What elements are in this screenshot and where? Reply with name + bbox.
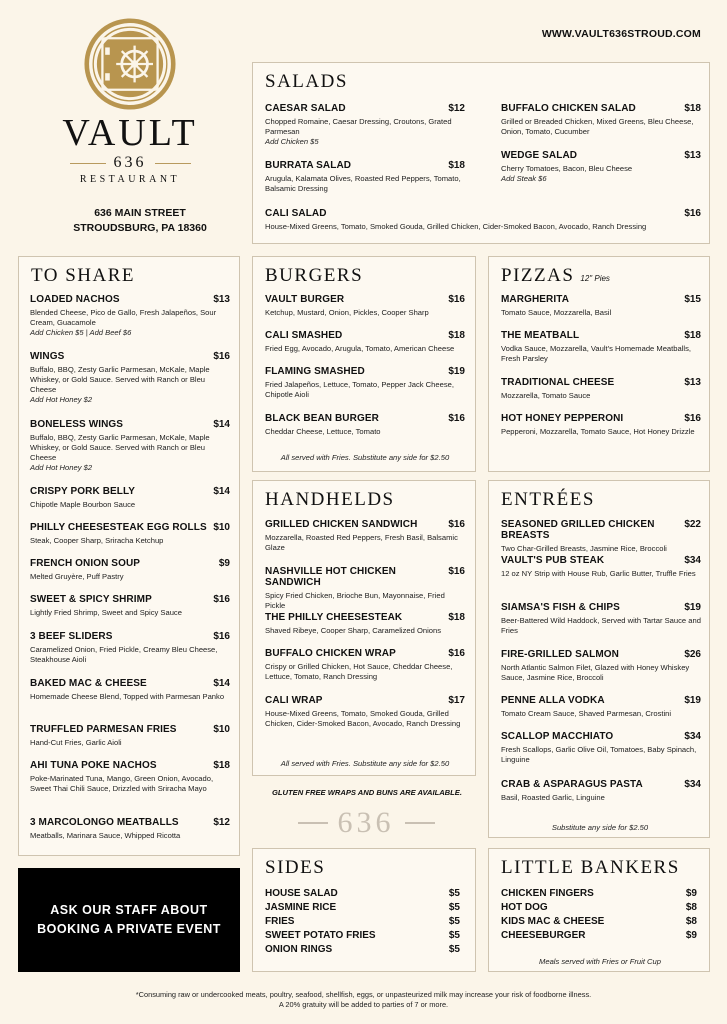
pizzas-title: PIZZAS <box>501 265 575 286</box>
handhelds-note: All served with Fries. Substitute any side for $2.50 <box>280 759 450 768</box>
menu-item: SIAMSA'S FISH & CHIPS $19 Beer-Battered Wild Haddock, Served with Tartar Sauce and Fries <box>501 602 701 635</box>
side-item: SWEET POTATO FRIES $5 <box>265 930 460 941</box>
menu-item: BUFFALO CHICKEN SALAD $18 Grilled or Breaded Chicken, Mixed Greens, Bleu Cheese, Onion, Tomato, Cucumber <box>501 103 701 136</box>
logo-subtitle: RESTAURANT <box>79 174 181 185</box>
sides-panel <box>252 848 476 972</box>
side-item: FRIES $5 <box>265 916 460 927</box>
private-event-line-2: BOOKING A PRIVATE EVENT <box>37 922 221 936</box>
mid-logo-rule-left <box>298 822 328 824</box>
mid-logo-rule-right <box>405 822 435 824</box>
website-link[interactable]: WWW.VAULT636STROUD.COM <box>541 28 701 40</box>
little-bankers-panel <box>488 848 710 972</box>
menu-item: CRISPY PORK BELLY $14 Chipotle Maple Bourbon Sauce <box>30 486 230 509</box>
gluten-free-note: GLUTEN FREE WRAPS AND BUNS ARE AVAILABLE. <box>272 788 462 797</box>
menu-item: FRENCH ONION SOUP $9 Melted Gruyère, Puff Pastry <box>30 558 230 581</box>
private-event-line-1: ASK OUR STAFF ABOUT <box>50 903 208 917</box>
menu-item: WINGS $16 Buffalo, BBQ, Zesty Garlic Parmesan, McKale, Maple Whiskey, or Gold Sauce. Served with Ranch or Bleu Cheese Add Hot Honey $2 <box>30 351 230 404</box>
address-line-1: 636 MAIN STREET <box>94 207 186 219</box>
menu-item: SCALLOP MACCHIATO $34 Fresh Scallops, Garlic Olive Oil, Tomatoes, Baby Spinach, Linguine <box>501 731 701 764</box>
little-bankers-title: LITTLE BANKERS <box>501 857 680 878</box>
kids-item: HOT DOG $8 <box>501 902 697 913</box>
logo-name: VAULT <box>62 112 198 154</box>
side-item: HOUSE SALAD $5 <box>265 888 460 899</box>
menu-item: SWEET & SPICY SHRIMP $16 Lightly Fried Shrimp, Sweet and Spicy Sauce <box>30 594 230 617</box>
menu-item: PENNE ALLA VODKA $19 Tomato Cream Sauce, Shaved Parmesan, Crostini <box>501 695 701 718</box>
handhelds-panel <box>252 480 476 776</box>
menu-item: CALI SMASHED $18 Fried Egg, Avocado, Arugula, Tomato, American Cheese <box>265 330 465 353</box>
logo-number: 636 <box>113 154 147 171</box>
menu-item: PHILLY CHEESESTEAK EGG ROLLS $10 Steak, Cooper Sharp, Sriracha Ketchup <box>30 522 230 545</box>
to-share-title: TO SHARE <box>31 265 136 286</box>
handhelds-title: HANDHELDS <box>265 489 395 510</box>
disclaimer-line-1: *Consuming raw or undercooked meats, poultry, seafood, shellfish, eggs, or unpasteurized milk may increase your risk of foodborne illness. <box>135 990 592 999</box>
salads-title: SALADS <box>265 71 348 92</box>
burgers-title: BURGERS <box>265 265 364 286</box>
menu-item: BAKED MAC & CHEESE $14 Homemade Cheese Blend, Topped with Parmesan Panko <box>30 678 230 701</box>
menu-item: CALI SALAD $16 House-Mixed Greens, Tomato, Smoked Gouda, Grilled Chicken, Cider-Smoked Bacon, Avocado, Ranch Dressing <box>265 208 701 231</box>
kids-item: KIDS MAC & CHEESE $8 <box>501 916 697 927</box>
menu-item: WEDGE SALAD $13 Cherry Tomatoes, Bacon, Bleu Cheese Add Steak $6 <box>501 150 701 183</box>
menu-item: BURRATA SALAD $18 Arugula, Kalamata Olives, Roasted Red Peppers, Tomato, Balsamic Dressing <box>265 160 465 193</box>
pizzas-panel <box>488 256 710 472</box>
menu-item: CAESAR SALAD $12 Chopped Romaine, Caesar Dressing, Croutons, Grated Parmesan Add Chicken $5 <box>265 103 465 146</box>
burgers-note: All served with Fries. Substitute any side for $2.50 <box>280 453 450 462</box>
logo-rule-left <box>70 163 106 164</box>
menu-item: HOT HONEY PEPPERONI $16 Pepperoni, Mozzarella, Tomato Sauce, Hot Honey Drizzle <box>501 413 701 436</box>
mid-logo-number: 636 <box>337 806 395 839</box>
logo <box>40 18 220 185</box>
address <box>40 206 240 236</box>
salads-panel <box>252 62 710 244</box>
sides-title: SIDES <box>265 857 326 878</box>
menu-item: GRILLED CHICKEN SANDWICH $16 Mozzarella, Roasted Red Peppers, Fresh Basil, Balsamic Glaze <box>265 519 465 552</box>
menu-item: FLAMING SMASHED $19 Fried Jalapeños, Lettuce, Tomato, Pepper Jack Cheese, Chipotle Aioli <box>265 366 465 399</box>
menu-item: 3 BEEF SLIDERS $16 Caramelized Onion, Fried Pickle, Creamy Bleu Cheese, Steakhouse Aioli <box>30 631 230 664</box>
menu-item: VAULT BURGER $16 Ketchup, Mustard, Onion, Pickles, Cooper Sharp <box>265 294 465 317</box>
kids-item: CHEESEBURGER $9 <box>501 930 697 941</box>
address-line-2: STROUDSBURG, PA 18360 <box>73 222 207 234</box>
menu-item: NASHVILLE HOT CHICKEN SANDWICH $16 Spicy Fried Chicken, Brioche Bun, Mayonnaise, Fried Pickle <box>265 566 465 610</box>
disclaimer-line-2: A 20% gratuity will be added to parties of 7 or more. <box>278 1000 449 1009</box>
menu-item: THE MEATBALL $18 Vodka Sauce, Mozzarella, Vault's Homemade Meatballs, Fresh Parsley <box>501 330 701 363</box>
menu-item: TRUFFLED PARMESAN FRIES $10 Hand-Cut Fries, Garlic Aioli <box>30 724 230 747</box>
menu-item: CRAB & ASPARAGUS PASTA $34 Basil, Roasted Garlic, Linguine <box>501 779 701 802</box>
menu-item: CALI WRAP $17 House-Mixed Greens, Tomato, Smoked Gouda, Grilled Chicken, Cider-Smoked Bacon, Avocado, Ranch Dressing <box>265 695 465 728</box>
menu-item: 3 MARCOLONGO MEATBALLS $12 Meatballs, Marinara Sauce, Whipped Ricotta <box>30 817 230 840</box>
entrees-title: ENTRÉES <box>501 489 595 510</box>
entrees-note: Substitute any side for $2.50 <box>551 823 649 832</box>
menu-item: TRADITIONAL CHEESE $13 Mozzarella, Tomato Sauce <box>501 377 701 400</box>
menu-item: SEASONED GRILLED CHICKEN BREASTS $22 Two Char-Grilled Breasts, Jasmine Rice, Broccoli <box>501 519 701 553</box>
menu-item: FIRE-GRILLED SALMON $26 North Atlantic Salmon Filet, Glazed with Honey Whiskey Sauce, Jasmine Rice, Broccoli <box>501 649 701 682</box>
side-item: JASMINE RICE $5 <box>265 902 460 913</box>
menu-item: BLACK BEAN BURGER $16 Cheddar Cheese, Lettuce, Tomato <box>265 413 465 436</box>
menu-item: VAULT'S PUB STEAK $34 12 oz NY Strip with House Rub, Garlic Butter, Truffle Fries <box>501 555 701 578</box>
menu-item: AHI TUNA POKE NACHOS $18 Poke-Marinated Tuna, Mango, Green Onion, Avocado, Sweet Thai Chili Sauce, Drizzled with Sriracha Mayo <box>30 760 230 793</box>
disclaimer <box>0 990 727 1010</box>
kids-item: CHICKEN FINGERS $9 <box>501 888 697 899</box>
menu-item: BUFFALO CHICKEN WRAP $16 Crispy or Grilled Chicken, Hot Sauce, Cheddar Cheese, Lettuce, Tomato, Ranch Dressing <box>265 648 465 681</box>
menu-item: LOADED NACHOS $13 Blended Cheese, Pico de Gallo, Fresh Jalapeños, Sour Cream, Guacamole Add Chicken $5 | Add Beef $6 <box>30 294 230 337</box>
to-share-panel <box>18 256 240 856</box>
vault-wheel-icon <box>84 18 176 110</box>
side-item: ONION RINGS $5 <box>265 944 460 955</box>
little-bankers-note: Meals served with Fries or Fruit Cup <box>539 957 661 966</box>
menu-item: BONELESS WINGS $14 Buffalo, BBQ, Zesty Garlic Parmesan, McKale, Maple Whiskey, or Gold Sauce. Served with Ranch or Bleu Cheese Add Hot Honey $2 <box>30 419 230 472</box>
logo-rule-right <box>155 163 191 164</box>
menu-item: THE PHILLY CHEESESTEAK $18 Shaved Ribeye, Cooper Sharp, Caramelized Onions <box>265 612 465 635</box>
pizzas-subtitle: 12" Pies <box>580 274 610 283</box>
entrees-panel <box>488 480 710 838</box>
mid-logo <box>278 806 454 840</box>
burgers-panel <box>252 256 476 472</box>
private-event-banner <box>18 868 240 972</box>
menu-item: MARGHERITA $15 Tomato Sauce, Mozzarella, Basil <box>501 294 701 317</box>
